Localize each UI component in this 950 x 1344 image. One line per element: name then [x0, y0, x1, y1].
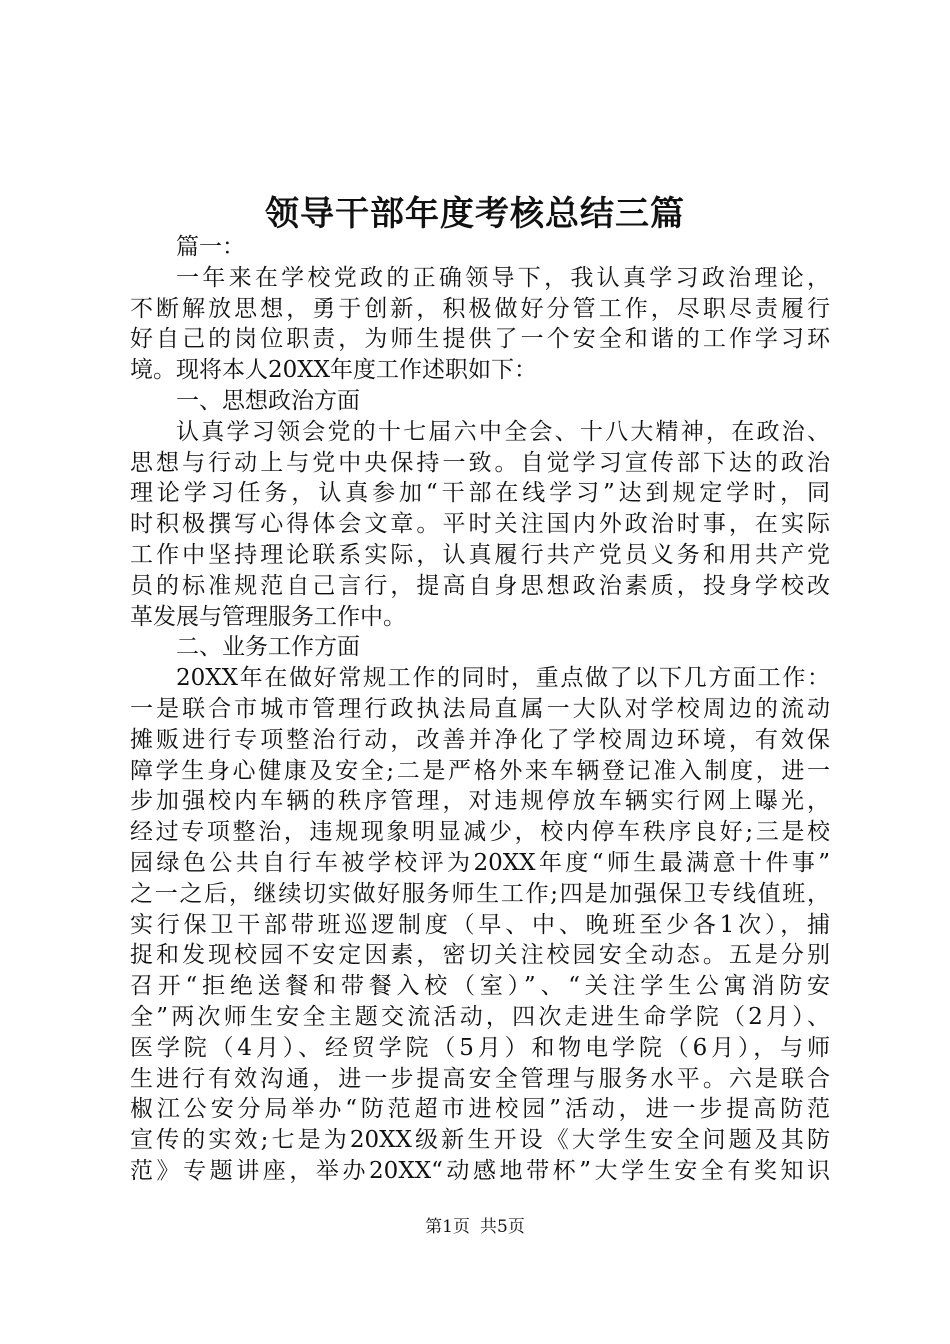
- paragraph-line: 实行保卫干部带班巡逻制度（早、中、晚班至少各1次），捕: [130, 911, 830, 938]
- paragraph-line: 理论学习任务，认真参加“干部在线学习”达到规定学时，同: [130, 480, 830, 507]
- paragraph-line: 椒江公安分局举办“防范超市进校园”活动，进一步提高防范: [130, 1096, 830, 1123]
- paragraph-line: 员的标准规范自己言行，提高自身思想政治素质，投身学校改: [130, 572, 830, 599]
- paragraph-line: 一年来在学校党政的正确领导下，我认真学习政治理论，: [176, 264, 830, 291]
- paragraph-line: 革发展与管理服务工作中。: [130, 603, 406, 630]
- paragraph-line: 障学生身心健康及安全;二是严格外来车辆登记准入制度，进一: [130, 757, 830, 784]
- paragraph-line: 摊贩进行专项整治行动，改善并净化了学校周边环境，有效保: [130, 726, 830, 753]
- paragraph-line: 捉和发现校园不安定因素，密切关注校园安全动态。五是分别: [130, 942, 830, 969]
- page-footer: [0, 1212, 950, 1237]
- paragraph-line: 医学院（4月）、经贸学院（5月）和物电学院（6月），与师: [130, 1034, 830, 1061]
- paragraph-line: 全”两次师生安全主题交流活动，四次走进生命学院（2月）、: [130, 1003, 830, 1030]
- paragraph-line: 经过专项整治，违规现象明显减少，校内停车秩序良好;三是校: [130, 819, 830, 846]
- paragraph-line: 召开“拒绝送餐和带餐入校（室）”、“关注学生公寓消防安: [130, 973, 830, 1000]
- paragraph-line: 好自己的岗位职责，为师生提供了一个安全和谐的工作学习环: [130, 326, 830, 353]
- paragraph-line: 范》专题讲座，举办20XX“动感地带杯”大学生安全有奖知识: [130, 1157, 830, 1184]
- paragraph-line: 生进行有效沟通，进一步提高安全管理与服务水平。六是联合: [130, 1065, 830, 1092]
- paragraph-line: 时积极撰写心得体会文章。平时关注国内外政治时事，在实际: [130, 511, 830, 538]
- paragraph-line: 工作中坚持理论联系实际，认真履行共产党员义务和用共产党: [130, 541, 830, 568]
- paragraph-line: 20XX年在做好常规工作的同时，重点做了以下几方面工作：: [176, 665, 830, 692]
- document-body: [130, 232, 830, 1187]
- paragraph-line: 认真学习领会党的十七届六中全会、十八大精神，在政治、: [176, 418, 830, 445]
- page-total: 共5页: [480, 1217, 525, 1237]
- paragraph-line: 宣传的实效;七是为20XX级新生开设《大学生安全问题及其防: [130, 1127, 830, 1154]
- page-title: 领导干部年度考核总结三篇: [265, 194, 685, 234]
- paragraph-line: 不断解放思想，勇于创新，积极做好分管工作，尽职尽责履行: [130, 295, 830, 322]
- paragraph-line: 一是联合市城市管理行政执法局直属一大队对学校周边的流动: [130, 695, 830, 722]
- paragraph-line: 思想与行动上与党中央保持一致。自觉学习宣传部下达的政治: [130, 449, 830, 476]
- section-label-part-one: 篇一：: [176, 234, 245, 260]
- paragraph-line: 境。现将本人20XX年度工作述职如下：: [130, 357, 538, 384]
- paragraph-line: 园绿色公共自行车被学校评为20XX年度“师生最满意十件事”: [130, 849, 830, 876]
- page-number: 第1页: [425, 1217, 470, 1237]
- section-heading-ideology: 一、思想政治方面: [176, 387, 360, 414]
- paragraph-line: 步加强校内车辆的秩序管理，对违规停放车辆实行网上曝光，: [130, 788, 830, 815]
- paragraph-line: 之一之后，继续切实做好服务师生工作;四是加强保卫专线值班，: [130, 880, 830, 907]
- section-heading-business: 二、业务工作方面: [176, 634, 360, 661]
